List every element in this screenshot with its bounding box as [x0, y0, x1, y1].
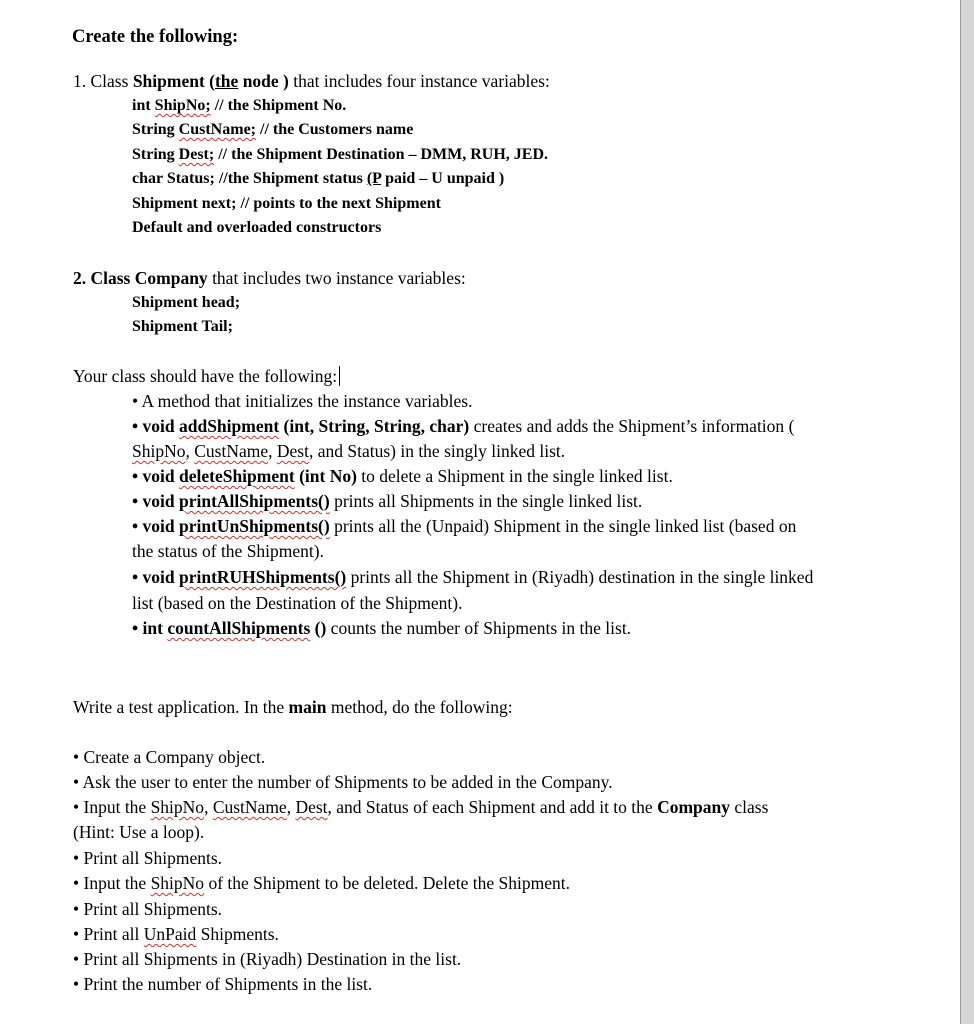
shipment-constructors: Default and overloaded constructors	[132, 219, 382, 236]
section2-title: 2. Class Company that includes two instance variables:	[73, 268, 466, 288]
method-addshipment: • void addShipment (int, String, String, char) creates and adds the Shipment’s information (	[132, 416, 795, 436]
methods-intro: Your class should have the following:	[73, 365, 340, 387]
shipment-var-custname: String CustName; // the Customers name	[132, 121, 414, 138]
method-printruh: • void printRUHShipments() prints all the Shipment in (Riyadh) destination in the single linked	[132, 567, 814, 587]
method-countall: • int countAllShipments () counts the number of Shipments in the list.	[132, 618, 632, 638]
section1-title: 1. Class Shipment (the node ) that includes four instance variables:	[73, 71, 550, 91]
shipment-var-shipno: int ShipNo; // the Shipment No.	[132, 97, 347, 114]
company-var-tail: Shipment Tail;	[132, 318, 233, 335]
company-var-head: Shipment head;	[132, 294, 241, 311]
task-print-riyadh: • Print all Shipments in (Riyadh) Destination in the list.	[73, 949, 462, 969]
method-printall: • void printAllShipments() prints all Shipments in the single linked list.	[132, 491, 643, 511]
page-scroll-edge[interactable]	[960, 0, 974, 1024]
task-create-company: • Create a Company object.	[73, 747, 266, 767]
shipment-var-status: char Status; //the Shipment status (P paid – U unpaid )	[132, 170, 505, 187]
task-print-unpaid: • Print all UnPaid Shipments.	[73, 924, 279, 944]
task-input-shipments-cont: (Hint: Use a loop).	[73, 822, 205, 842]
page-border	[960, 0, 961, 1024]
task-print-all-2: • Print all Shipments.	[73, 899, 223, 919]
task-print-count: • Print the number of Shipments in the list.	[73, 974, 373, 994]
task-ask-count: • Ask the user to enter the number of Shipments to be added in the Company.	[73, 772, 613, 792]
method-printunpaid-cont: the status of the Shipment).	[132, 541, 324, 561]
method-printunpaid: • void printUnShipments() prints all the (Unpaid) Shipment in the single linked list (based on	[132, 516, 797, 536]
shipment-var-next: Shipment next; // points to the next Shipment	[132, 195, 441, 212]
task-delete-shipment: • Input the ShipNo of the Shipment to be deleted. Delete the Shipment.	[73, 873, 571, 893]
method-printruh-cont: list (based on the Destination of the Shipment).	[132, 593, 463, 613]
method-deleteshipment: • void deleteShipment (int No) to delete a Shipment in the single linked list.	[132, 466, 673, 486]
method-init: • A method that initializes the instance variables.	[132, 391, 473, 411]
task-print-all-1: • Print all Shipments.	[73, 848, 223, 868]
heading: Create the following:	[72, 27, 239, 47]
text-cursor	[339, 366, 340, 386]
task-input-shipments: • Input the ShipNo, CustName, Dest, and Status of each Shipment and add it to the Company class	[73, 797, 769, 817]
shipment-var-dest: String Dest; // the Shipment Destination – DMM, RUH, JED.	[132, 146, 548, 163]
test-app-intro: Write a test application. In the main method, do the following:	[73, 697, 513, 717]
method-addshipment-cont: ShipNo, CustName, Dest, and Status) in the singly linked list.	[132, 441, 566, 461]
